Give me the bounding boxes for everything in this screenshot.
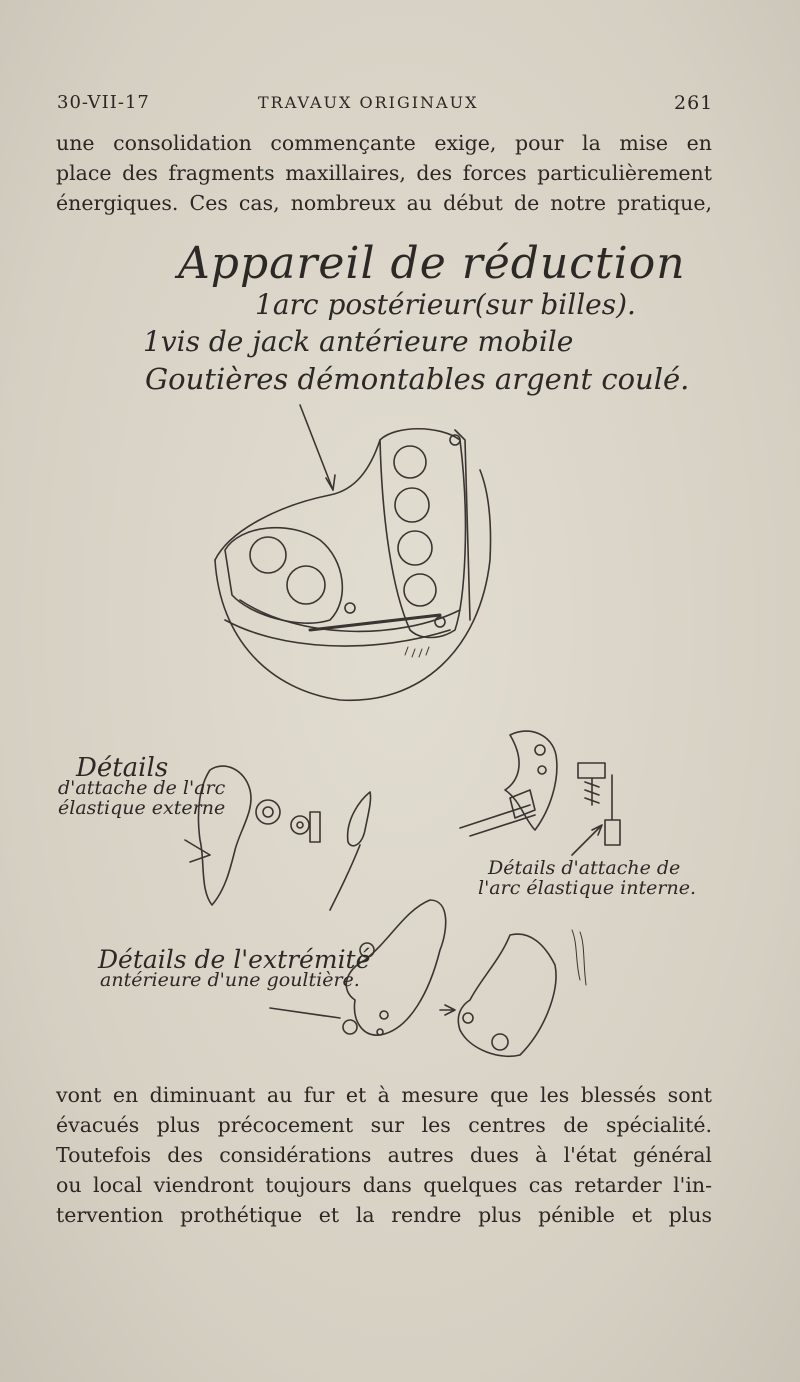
paragraph-line: place des fragments maxillaires, des forces particulièrement (56, 161, 712, 185)
figure-label-screw: 1vis de jack antérieure mobile (143, 325, 574, 358)
paragraph-line: énergiques. Ces cas, nombreux au début de notre pratique, (56, 191, 712, 215)
paragraph-line: ou local viendront toujours dans quelques cas retarder l'in- (56, 1173, 712, 1197)
caption-external-attachment (58, 753, 226, 819)
caption-line: l'arc élastique interne. (478, 877, 696, 899)
paragraph-line: vont en diminuant au fur et à mesure que les blessés sont (56, 1083, 712, 1107)
paragraph-bottom (56, 1080, 712, 1230)
figure-title: Appareil de réduction (178, 238, 686, 289)
page-number: 261 (674, 92, 714, 114)
caption-line: antérieure d'une goultière. (100, 969, 360, 991)
caption-line: Détails (76, 753, 169, 783)
paragraph-line: tervention prothétique et la rendre plus pénible et plus (56, 1203, 712, 1227)
caption-line: d'attache de l'arc (58, 777, 226, 799)
caption-line: Détails de l'extrémité (98, 945, 371, 974)
figure-label-splints: Goutières démontables argent coulé. (145, 362, 690, 396)
caption-internal-attachment (478, 858, 696, 898)
caption-anterior-extremity (98, 945, 371, 991)
header-running-title: TRAVAUX ORIGINAUX (258, 93, 479, 112)
figure-label-arc: 1arc postérieur(sur billes). (255, 288, 636, 321)
paragraph-line: évacués plus précocement sur les centres de spécialité. (56, 1113, 712, 1137)
header-date: 30-VII-17 (57, 92, 150, 113)
paragraph-line: une consolidation commençante exige, pour la mise en (56, 131, 712, 155)
paragraph-line: Toutefois des considérations autres dues à l'état général (56, 1143, 712, 1167)
caption-line: Détails d'attache de (488, 857, 681, 879)
caption-line: élastique externe (58, 797, 226, 819)
